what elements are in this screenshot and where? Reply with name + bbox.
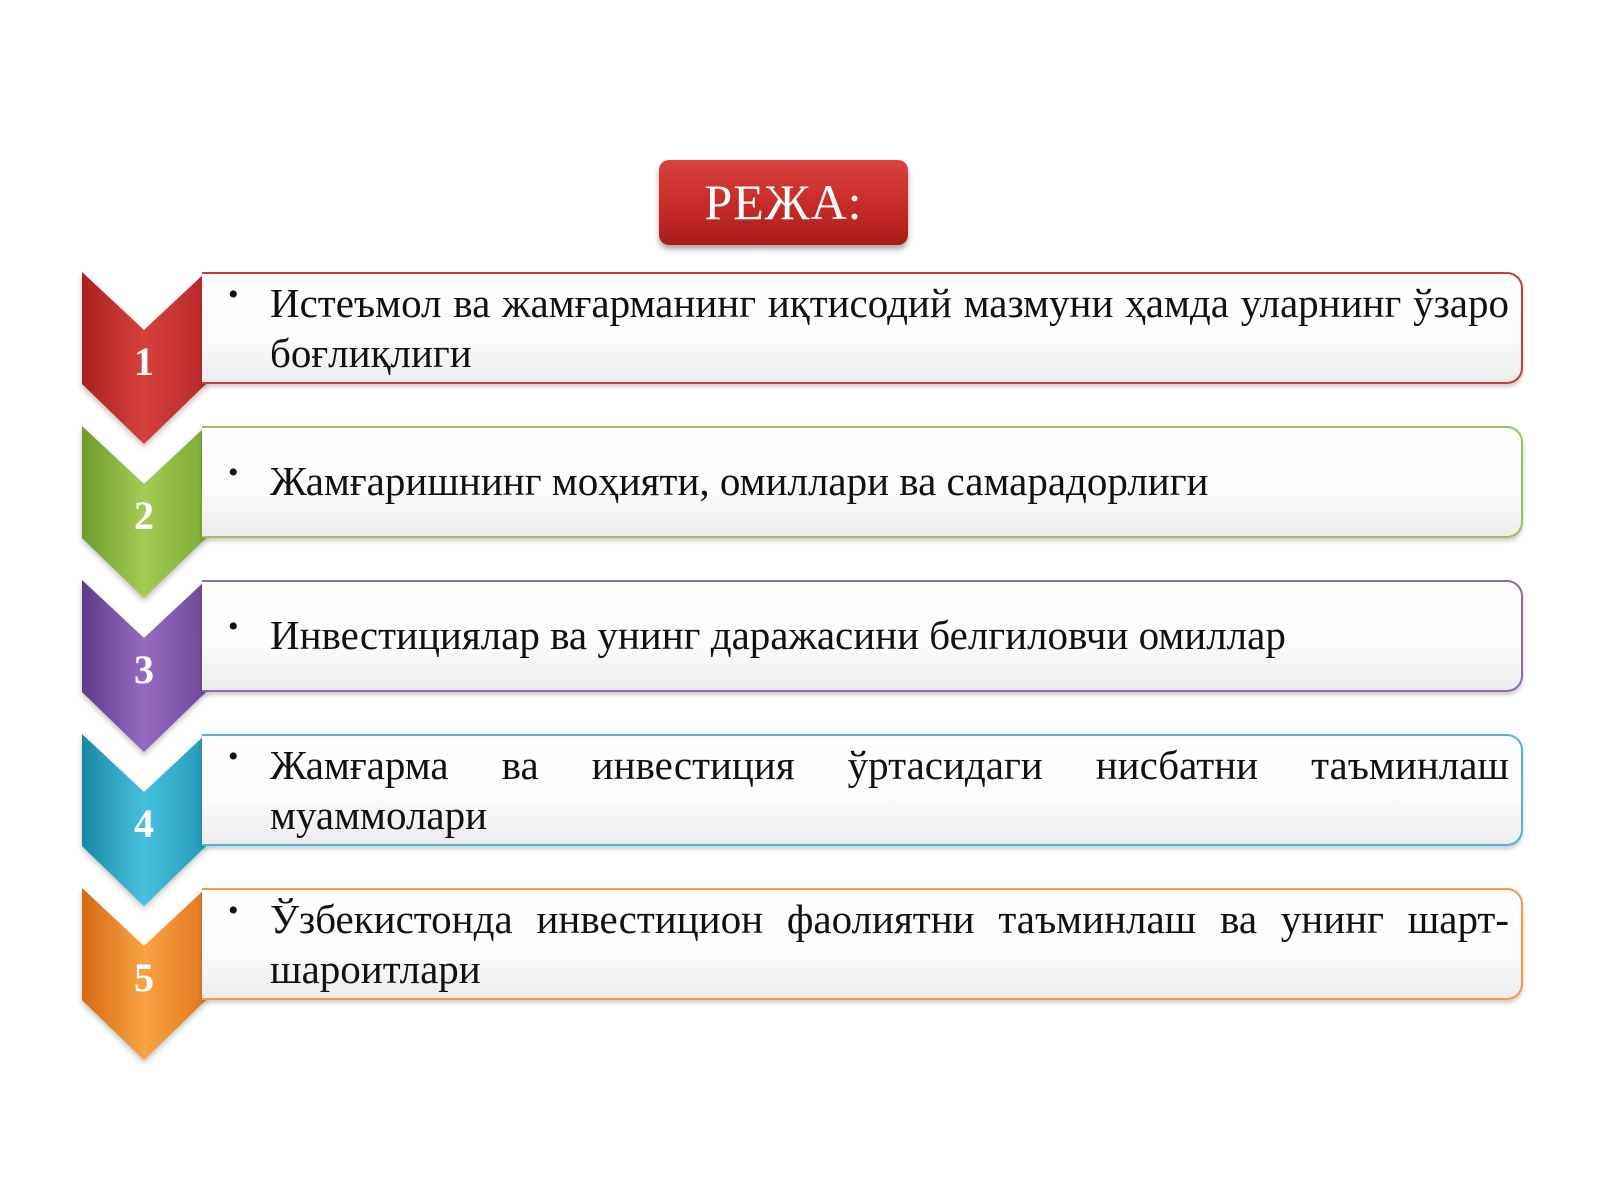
- item-text: Жамғаришнинг моҳияти, омиллари ва самарадорлиги: [270, 458, 1209, 504]
- item-box: [202, 734, 1523, 846]
- item-box: [202, 888, 1523, 1000]
- bullet-icon: •: [228, 610, 239, 643]
- bullet-icon: •: [228, 278, 239, 311]
- item-text: Ўзбекистонда инвестицион фаолиятни таъминлаш ва унинг шарт-шароитлари: [270, 896, 1509, 992]
- list-item: [82, 580, 1524, 760]
- step-number: 1: [134, 339, 154, 384]
- list-item: [82, 426, 1524, 606]
- list-item: [82, 734, 1524, 914]
- list-item: [82, 888, 1524, 1068]
- item-box: [202, 272, 1523, 384]
- page-title: РЕЖА:: [659, 160, 908, 245]
- step-number: 5: [134, 955, 154, 1000]
- item-text: Истеъмол ва жамғарманинг иқтисодий мазмуни ҳамда уларнинг ўзаро боғлиқлиги: [270, 280, 1509, 376]
- item-text: Жамғарма ва инвестиция ўртасидаги нисбатни таъминлаш муаммолари: [270, 742, 1509, 838]
- bullet-icon: •: [228, 740, 239, 773]
- bullet-icon: •: [228, 456, 239, 489]
- item-box: [202, 580, 1523, 692]
- item-text: Инвестициялар ва унинг даражасини белгиловчи омиллар: [270, 612, 1286, 658]
- step-number: 3: [134, 647, 154, 692]
- list-item: [82, 272, 1524, 452]
- bullet-icon: •: [228, 894, 239, 927]
- item-box: [202, 426, 1523, 538]
- step-number: 2: [134, 493, 154, 538]
- step-number: 4: [134, 801, 154, 846]
